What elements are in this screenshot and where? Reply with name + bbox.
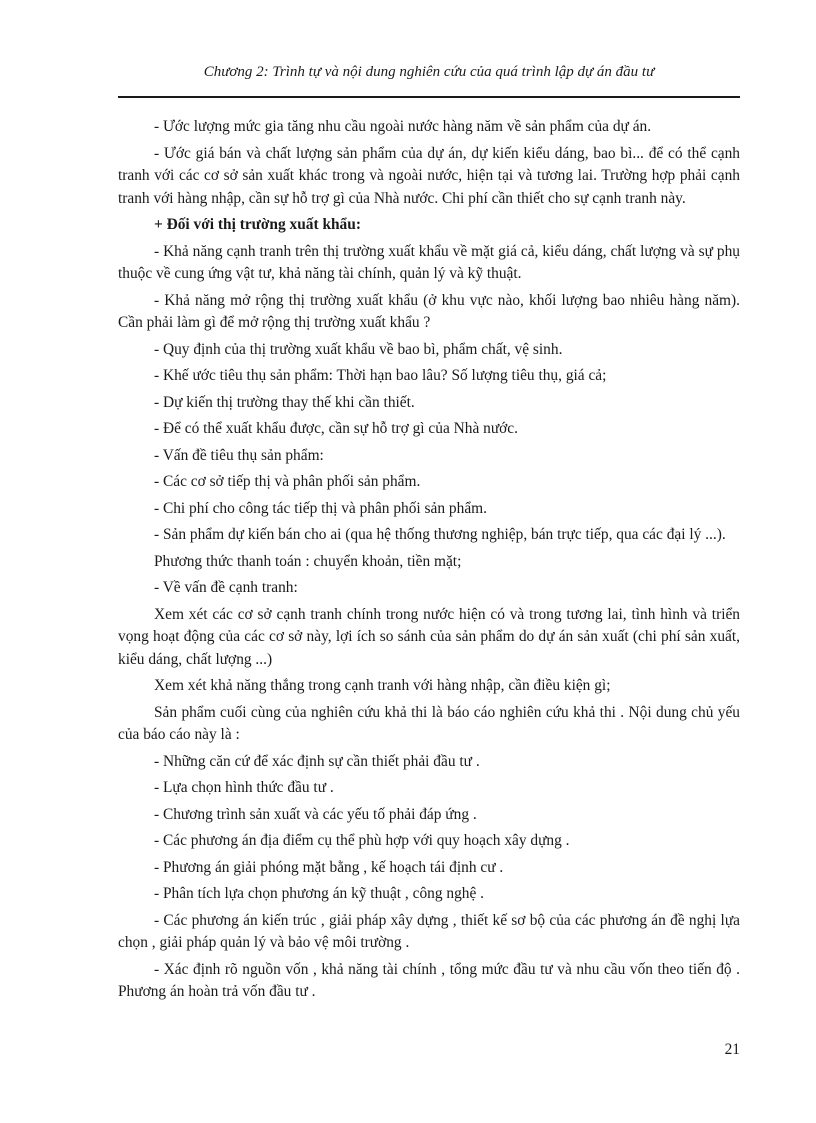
- paragraph: - Khả năng cạnh tranh trên thị trường xuất khẩu về mặt giá cả, kiểu dáng, chất lượng và sự phụ thuộc về cung ứng vật tư, khả năng tài chính, quản lý và kỹ thuật.: [118, 242, 740, 282]
- paragraph: - Sản phẩm dự kiến bán cho ai (qua hệ thống thương nghiệp, bán trực tiếp, qua các đại lý ...).: [154, 526, 726, 543]
- paragraph: Xem xét khả năng thắng trong cạnh tranh với hàng nhập, cần điều kiện gì;: [154, 677, 611, 694]
- paragraph: - Chi phí cho công tác tiếp thị và phân phối sản phẩm.: [154, 499, 487, 517]
- paragraph: - Về vấn đề cạnh tranh:: [154, 579, 298, 596]
- paragraph: - Dự kiến thị trường thay thế khi cần thiết.: [154, 393, 415, 411]
- paragraph: - Phương án giải phóng mặt bằng , kế hoạch tái định cư .: [154, 858, 504, 876]
- paragraph: - Khế ước tiêu thụ sản phẩm: Thời hạn bao lâu? Số lượng tiêu thụ, giá cả;: [154, 367, 607, 384]
- paragraph: - Vấn đề tiêu thụ sản phẩm:: [154, 446, 324, 464]
- paragraph: Phương thức thanh toán : chuyển khoản, tiền mặt;: [154, 552, 462, 570]
- paragraph: Xem xét các cơ sở cạnh tranh chính trong nước hiện có và trong tương lai, tình hình và triển vọng hoạt động của các cơ sở này, lợi ích so sánh của sản phẩm do dự án sản xuất (chi phí sản xuất, kiểu dáng, chất lượng ...): [118, 605, 740, 668]
- paragraph: - Lựa chọn hình thức đầu tư .: [154, 779, 334, 796]
- paragraph: - Chương trình sản xuất và các yếu tố phải đáp ứng .: [154, 805, 477, 823]
- header-divider: [118, 96, 740, 98]
- paragraph: - Các phương án địa điểm cụ thể phù hợp với quy hoạch xây dựng .: [154, 832, 570, 849]
- paragraph: - Ước giá bán và chất lượng sản phẩm của dự án, dự kiến kiểu dáng, bao bì... để có thể cạnh tranh với các cơ sở sản xuất khác trong và ngoài nước, hiện tại và tương lai. Trường hợp phải cạnh tranh với hàng nhập, cần sự hỗ trợ gì của Nhà nước. Chi phí cần thiết cho sự cạnh tranh này.: [118, 144, 740, 207]
- page-body: [118, 116, 740, 1008]
- paragraph: - Các cơ sở tiếp thị và phân phối sản phẩm.: [154, 473, 421, 490]
- paragraph: - Xác định rõ nguồn vốn , khả năng tài chính , tổng mức đầu tư và nhu cầu vốn theo tiến độ . Phương án hoàn trả vốn đầu tư .: [118, 960, 740, 1000]
- page-header: Chương 2: Trình tự và nội dung nghiên cứu của quá trình lập dự án đầu tư: [203, 64, 655, 80]
- paragraph: Sản phẩm cuối cùng của nghiên cứu khả thi là báo cáo nghiên cứu khả thi . Nội dung chủ yếu của báo cáo này là :: [118, 703, 740, 743]
- paragraph: - Quy định của thị trường xuất khẩu về bao bì, phẩm chất, vệ sinh.: [154, 340, 563, 358]
- paragraph: - Những căn cứ để xác định sự cần thiết phải đầu tư .: [154, 752, 480, 770]
- section-heading: + Đối với thị trường xuất khẩu:: [154, 216, 361, 233]
- page-number: 21: [724, 1041, 740, 1058]
- paragraph: - Khả năng mở rộng thị trường xuất khẩu (ở khu vực nào, khối lượng bao nhiêu hàng năm). Cần phải làm gì để mở rộng thị trường xuất khẩu ?: [118, 291, 740, 331]
- paragraph: - Các phương án kiến trúc , giải pháp xây dựng , thiết kế sơ bộ của các phương án đề nghị lựa chọn , giải pháp quản lý và bảo vệ môi trường .: [118, 911, 740, 951]
- paragraph: - Để có thể xuất khẩu được, cần sự hỗ trợ gì của Nhà nước.: [154, 420, 518, 437]
- paragraph: - Ước lượng mức gia tăng nhu cầu ngoài nước hàng năm về sản phẩm của dự án.: [154, 118, 652, 135]
- paragraph: - Phân tích lựa chọn phương án kỹ thuật , công nghệ .: [154, 885, 485, 902]
